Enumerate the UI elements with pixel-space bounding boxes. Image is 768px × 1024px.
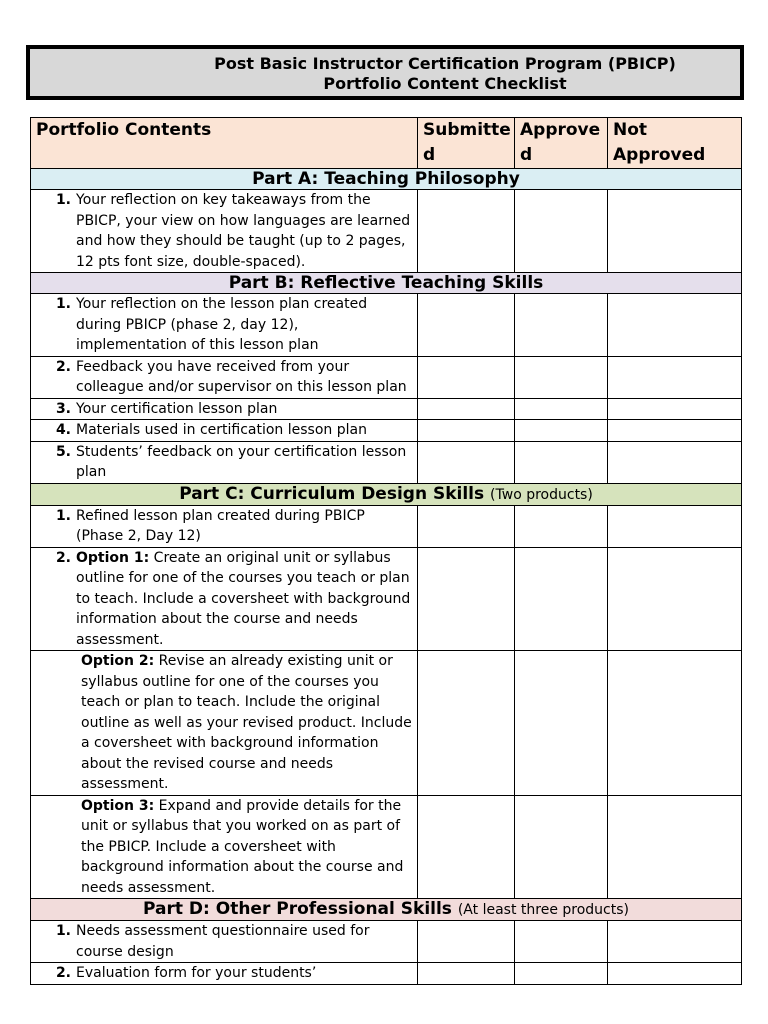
item-number: 2.: [55, 549, 71, 566]
approved-cell[interactable]: [515, 921, 608, 963]
table-row: [31, 651, 742, 796]
item-number: 1.: [55, 923, 71, 939]
document-title: [26, 45, 744, 100]
header-submitted: Submitted: [418, 118, 515, 169]
item-number: 1.: [55, 507, 71, 524]
approved-cell[interactable]: [515, 547, 608, 651]
part-d-note: (At least three products): [457, 902, 629, 918]
item-text: Revise an already existing unit or syllabus outline for one of the courses you teach or plan to teach. Include the original outline as well as your revised product. Include a coversheet with background information about the revised course and needs assessment.: [81, 653, 412, 792]
part-b-title: Part B: Reflective Teaching Skills: [228, 273, 544, 293]
item-text: Your reflection on key takeaways from the PBICP, your view on how languages are learned and how they should be taught (up to 2 pages, 12 pts font size, double-spaced).: [76, 192, 411, 270]
item-text: Your reflection on the lesson plan created during PBICP (phase 2, day 12), implementation of this lesson plan: [76, 296, 368, 353]
header-contents: Portfolio Contents: [31, 118, 418, 169]
table-row: [31, 398, 742, 420]
not-approved-cell[interactable]: [608, 441, 742, 483]
header-not-approved: Not Approved: [608, 118, 742, 169]
item-text: Expand and provide details for the unit or syllabus that you worked on as part of the PBICP. Include a coversheet with background information about the course and needs assessment.: [81, 797, 404, 896]
table-row: [31, 441, 742, 483]
item-number: 4.: [55, 422, 71, 438]
item-number: 1.: [55, 192, 71, 208]
option-label: Option 1:: [76, 549, 150, 566]
part-c-title: Part C: Curriculum Design Skills: [179, 483, 485, 504]
part-b-header: [31, 273, 742, 294]
submitted-cell[interactable]: [418, 547, 515, 651]
item-text: Materials used in certification lesson plan: [76, 422, 367, 438]
part-d-header: [31, 899, 742, 921]
not-approved-cell[interactable]: [608, 420, 742, 442]
approved-cell[interactable]: [515, 441, 608, 483]
submitted-cell[interactable]: [418, 190, 515, 273]
item-number: 5.: [55, 443, 71, 460]
submitted-cell[interactable]: [418, 356, 515, 398]
not-approved-cell[interactable]: [608, 398, 742, 420]
title-line-1: Post Basic Instructor Certification Program (PBICP): [214, 54, 676, 73]
not-approved-cell[interactable]: [608, 795, 742, 899]
not-approved-cell[interactable]: [608, 921, 742, 963]
item-text: Your certification lesson plan: [76, 400, 278, 417]
approved-cell[interactable]: [515, 294, 608, 357]
header-row: [31, 118, 742, 169]
part-c-note: (Two products): [490, 486, 593, 503]
part-d-title: Part D: Other Professional Skills: [143, 899, 452, 919]
submitted-cell[interactable]: [418, 398, 515, 420]
approved-cell[interactable]: [515, 398, 608, 420]
option-label: Option 3:: [81, 797, 155, 814]
part-a-title: Part A: Teaching Philosophy: [252, 169, 520, 189]
approved-cell[interactable]: [515, 795, 608, 899]
not-approved-cell[interactable]: [608, 547, 742, 651]
item-number: 1.: [55, 296, 71, 312]
part-a-header: [31, 169, 742, 190]
not-approved-cell[interactable]: [608, 190, 742, 273]
table-row: [31, 420, 742, 442]
table-row: [31, 963, 742, 985]
approved-cell[interactable]: [515, 651, 608, 796]
approved-cell[interactable]: [515, 356, 608, 398]
item-number: 3.: [55, 400, 71, 417]
table-row: [31, 921, 742, 963]
table-row: [31, 505, 742, 547]
submitted-cell[interactable]: [418, 795, 515, 899]
submitted-cell[interactable]: [418, 963, 515, 985]
item-text: Refined lesson plan created during PBICP (Phase 2, Day 12): [76, 507, 365, 544]
item-text: Feedback you have received from your colleague and/or supervisor on this lesson plan: [76, 358, 407, 395]
submitted-cell[interactable]: [418, 420, 515, 442]
header-approved: Approved: [515, 118, 608, 169]
item-number: 2.: [55, 358, 71, 375]
option-label: Option 2:: [81, 653, 155, 669]
approved-cell[interactable]: [515, 420, 608, 442]
checklist-table: [30, 117, 742, 985]
submitted-cell[interactable]: [418, 505, 515, 547]
submitted-cell[interactable]: [418, 651, 515, 796]
item-number: 2.: [55, 965, 71, 981]
approved-cell[interactable]: [515, 963, 608, 985]
submitted-cell[interactable]: [418, 441, 515, 483]
table-row: [31, 356, 742, 398]
approved-cell[interactable]: [515, 190, 608, 273]
title-line-2: Portfolio Content Checklist: [323, 74, 567, 93]
not-approved-cell[interactable]: [608, 356, 742, 398]
item-text: Evaluation form for your students’: [76, 965, 317, 981]
approved-cell[interactable]: [515, 505, 608, 547]
table-row: [31, 294, 742, 357]
not-approved-cell[interactable]: [608, 294, 742, 357]
part-c-header: [31, 483, 742, 505]
not-approved-cell[interactable]: [608, 651, 742, 796]
item-text: Create an original unit or syllabus outline for one of the courses you teach or plan to teach. Include a coversheet with background information about the course and needs assessment.: [76, 549, 411, 648]
table-row: [31, 190, 742, 273]
item-text: Students’ feedback on your certification lesson plan: [76, 443, 407, 480]
submitted-cell[interactable]: [418, 921, 515, 963]
table-row: [31, 547, 742, 651]
submitted-cell[interactable]: [418, 294, 515, 357]
table-row: [31, 795, 742, 899]
not-approved-cell[interactable]: [608, 505, 742, 547]
item-text: Needs assessment questionnaire used for course design: [76, 923, 370, 960]
not-approved-cell[interactable]: [608, 963, 742, 985]
